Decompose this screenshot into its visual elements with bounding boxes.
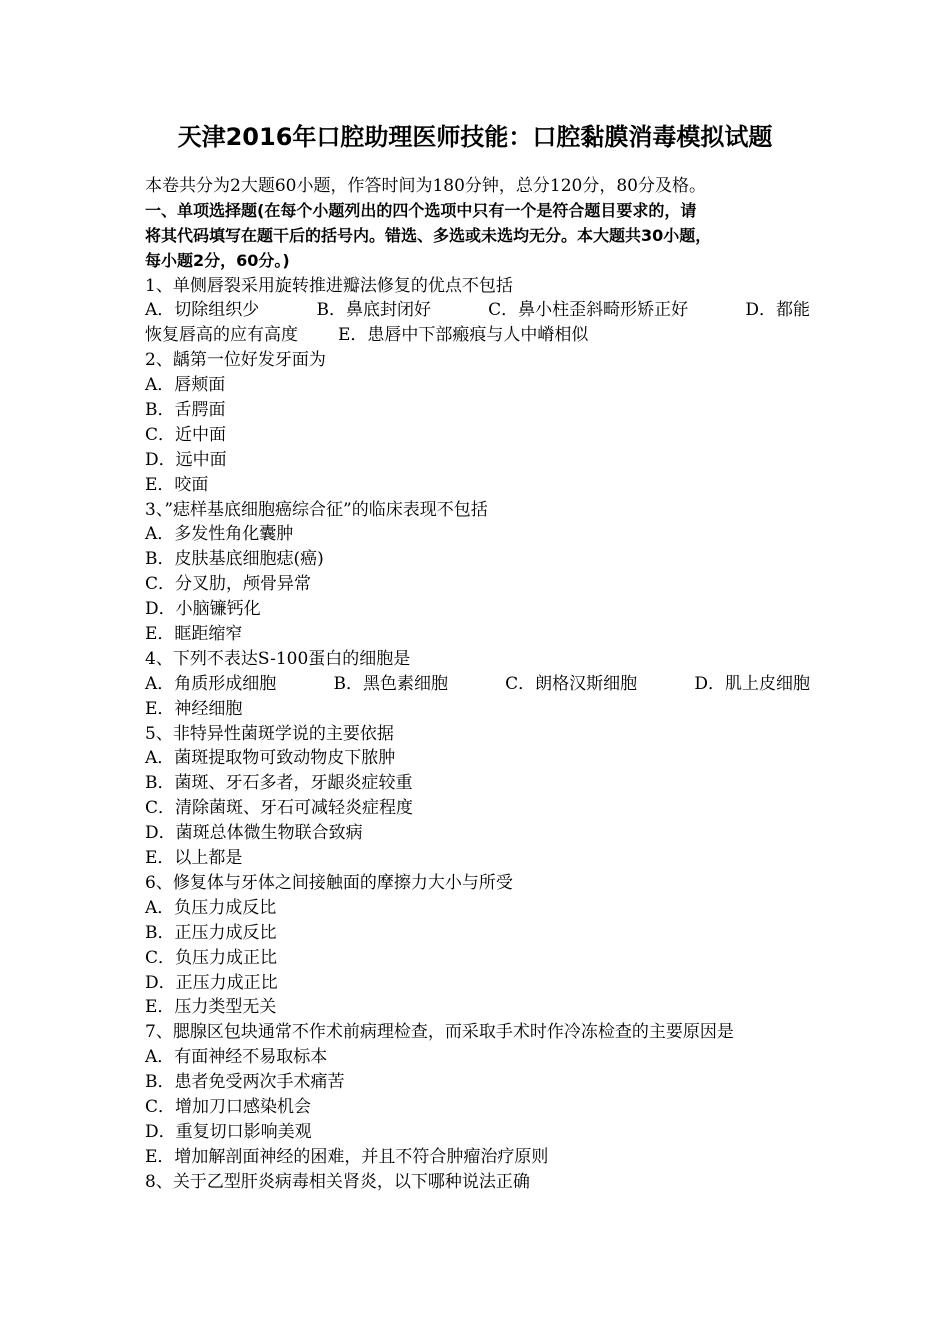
question-1-options-row-1 [145, 298, 810, 323]
option-text: 恢复唇高的应有高度 [145, 325, 298, 346]
section-heading-line-3: 每小题2分，60分。) [145, 250, 290, 270]
option-text: C．增加刀口感染机会 [145, 1096, 312, 1117]
option-text: B．正压力成反比 [145, 922, 277, 943]
option-text: D．肌上皮细胞 [694, 673, 810, 694]
option-text: E．增加解剖面神经的困难，并且不符合肿瘤治疗原则 [145, 1146, 549, 1167]
option-text: E．患唇中下部瘢痕与人中嵴相似 [338, 325, 589, 346]
option-text: A．负压力成反比 [145, 897, 277, 918]
option-text: B．菌斑、牙石多者，牙龈炎症较重 [145, 773, 413, 794]
intro-text: 本卷共分为2大题60小题，作答时间为180分钟，总分120分，80分及格。 [145, 176, 706, 196]
option-text: E．神经细胞 [145, 698, 243, 719]
question-5-stem: 5、非特异性菌斑学说的主要依据 [145, 723, 394, 744]
question-3-stem: 3、”痣样基底细胞癌综合征”的临床表现不包括 [145, 499, 488, 520]
option-text: B．患者免受两次手术痛苦 [145, 1072, 345, 1093]
option-text: A．有面神经不易取标本 [145, 1047, 328, 1068]
option-text: E．压力类型无关 [145, 997, 277, 1018]
option-text: C．朗格汉斯细胞 [505, 673, 638, 694]
question-1-options-row-2 [145, 323, 810, 348]
option-text: C．清除菌斑、牙石可减轻炎症程度 [145, 798, 414, 819]
option-text: E．咬面 [145, 474, 209, 495]
option-text: C．鼻小柱歪斜畸形矫正好 [488, 300, 689, 321]
question-4-options-row-1 [145, 672, 810, 697]
option-text: E．眶距缩窄 [145, 624, 243, 645]
option-text: D．正压力成正比 [145, 972, 278, 993]
option-text: D．都能 [745, 300, 810, 321]
exam-body [145, 174, 810, 1195]
option-text: B．黑色素细胞 [333, 673, 448, 694]
question-4-stem: 4、下列不表达S-100蛋白的细胞是 [145, 648, 411, 669]
option-text: E．以上都是 [145, 848, 243, 869]
option-text: B．舌腭面 [145, 400, 226, 421]
question-2-stem: 2、龋第一位好发牙面为 [145, 350, 326, 371]
option-text: A．切除组织少 [145, 300, 260, 321]
option-text: D．重复切口影响美观 [145, 1121, 312, 1142]
option-text: A．角质形成细胞 [145, 673, 277, 694]
option-text: A．多发性角化囊肿 [145, 524, 294, 545]
option-text: B．鼻底封闭好 [316, 300, 431, 321]
question-8-stem: 8、关于乙型肝炎病毒相关肾炎，以下哪种说法正确 [145, 1171, 530, 1192]
option-text: C．负压力成正比 [145, 947, 278, 968]
question-6-stem: 6、修复体与牙体之间接触面的摩擦力大小与所受 [145, 872, 513, 893]
question-1-stem: 1、单侧唇裂采用旋转推进瓣法修复的优点不包括 [145, 275, 513, 296]
option-text: D．菌斑总体微生物联合致病 [145, 823, 363, 844]
option-text: C．近中面 [145, 424, 227, 445]
page-title: 天津2016年口腔助理医师技能：口腔黏膜消毒模拟试题 [177, 123, 773, 151]
section-heading-line-1: 一、单项选择题(在每个小题列出的四个选项中只有一个是符合题目要求的，请 [145, 200, 697, 220]
option-text: D．小脑镰钙化 [145, 599, 261, 620]
option-text: A．唇颊面 [145, 375, 226, 396]
question-7-stem: 7、腮腺区包块通常不作术前病理检查，而采取手术时作冷冻检查的主要原因是 [145, 1022, 734, 1043]
section-heading-line-2: 将其代码填写在题干后的括号内。错选、多选或未选均无分。本大题共30小题， [145, 225, 712, 245]
option-text: A．菌斑提取物可致动物皮下脓肿 [145, 748, 396, 769]
option-text: D．远中面 [145, 449, 227, 470]
option-text: C．分叉肋，颅骨异常 [145, 574, 312, 595]
option-text: B．皮肤基底细胞痣(癌) [145, 549, 324, 570]
